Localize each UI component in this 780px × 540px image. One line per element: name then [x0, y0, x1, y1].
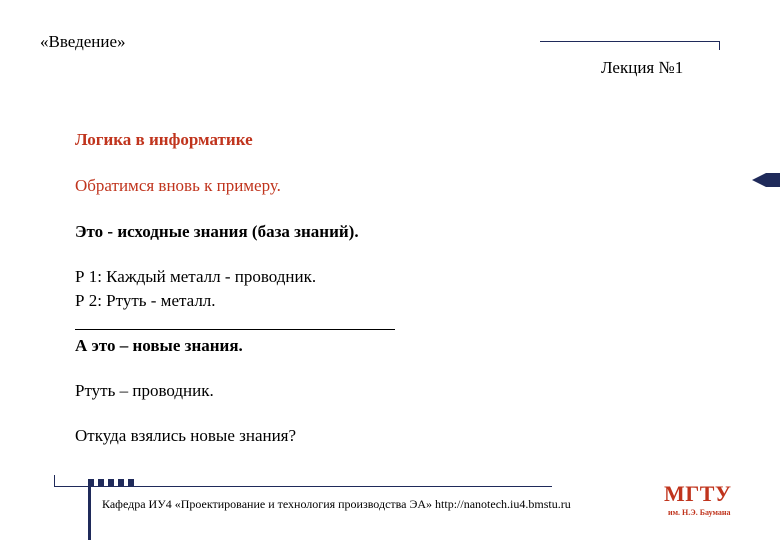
- header-rule: [540, 41, 720, 42]
- separator-line: [75, 329, 395, 330]
- new-knowledge-text: А это – новые знания.: [75, 336, 243, 355]
- premise-1: Р 1: Каждый металл - проводник.: [75, 267, 317, 286]
- section-title: «Введение»: [40, 32, 126, 51]
- header-rule-tick: [719, 41, 720, 50]
- question-text: Откуда взялись новые знания?: [75, 426, 297, 445]
- side-tab-icon: [752, 173, 766, 187]
- conclusion-text: Ртуть – проводник.: [75, 381, 214, 400]
- premise-2: Р 2: Ртуть - металл.: [75, 291, 216, 310]
- university-logo: МГТУ: [664, 481, 732, 506]
- side-tab-block: [766, 173, 780, 187]
- lecture-number: Лекция №1: [601, 58, 684, 77]
- knowledge-base-text: Это - исходные знания (база знаний).: [75, 222, 359, 241]
- slide-title: Логика в информатике: [75, 130, 253, 149]
- intro-text: Обратимся вновь к примеру.: [75, 176, 281, 195]
- footer-rule: [54, 486, 552, 487]
- footer-dots-icon: [88, 479, 134, 486]
- footer-vertical-bar: [88, 487, 91, 540]
- university-logo-subtitle: им. Н.Э. Баумана: [668, 508, 731, 517]
- footer-department: Кафедра ИУ4 «Проектирование и технология производства ЭА» http://nanotech.iu4.bmstu.ru: [102, 497, 571, 511]
